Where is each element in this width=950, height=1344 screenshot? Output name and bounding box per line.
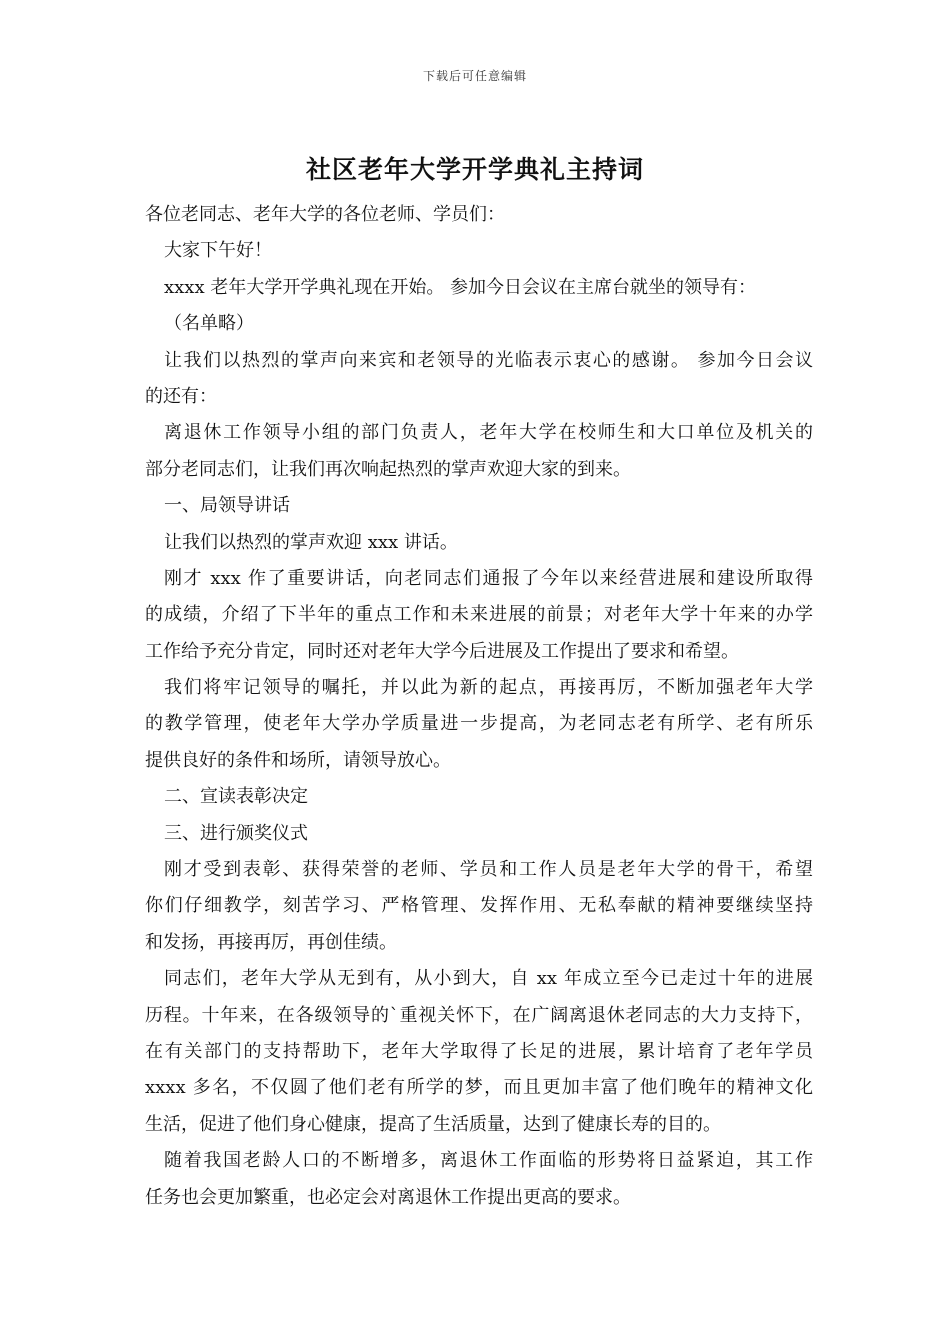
text-line: 任务也会更加繁重，也必定会对离退休工作提出更高的要求。 xyxy=(145,1186,631,1208)
text-line: xxxx 老年大学开学典礼现在开始。 参加今日会议在主席台就坐的领导有： xyxy=(164,276,757,298)
text-line: 离退休工作领导小组的部门负责人，老年大学在校师生和大口单位及机关的 xyxy=(164,422,813,444)
text-line: 让我们以热烈的掌声向来宾和老领导的光临表示衷心的感谢。 参加今日会议 xyxy=(164,349,813,371)
text-line: 三、进行颁奖仪式 xyxy=(164,822,308,844)
text-line: 和发扬，再接再厉，再创佳绩。 xyxy=(145,931,397,953)
text-line: 让我们以热烈的掌声欢迎 xxx 讲话。 xyxy=(164,531,458,553)
text-line: 提供良好的条件和场所，请领导放心。 xyxy=(145,749,451,771)
text-line: 在有关部门的支持帮助下，老年大学取得了长足的进展，累计培育了老年学员 xyxy=(145,1040,813,1062)
text-line: 同志们，老年大学从无到有，从小到大，自 xx 年成立至今已走过十年的进展 xyxy=(164,968,813,990)
text-line: 各位老同志、老年大学的各位老师、学员们： xyxy=(145,204,505,225)
document-body xyxy=(145,197,813,1216)
text-line: 生活，促进了他们身心健康，提高了生活质量，达到了健康长寿的目的。 xyxy=(145,1113,721,1135)
text-line: 的还有： xyxy=(145,385,217,407)
header-note: 下载后可任意编辑 xyxy=(422,69,527,83)
text-line: xxxx 多名，不仅圆了他们老有所学的梦，而且更加丰富了他们晚年的精神文化 xyxy=(145,1077,813,1099)
text-line: 随着我国老龄人口的不断增多，离退休工作面临的形势将日益紧迫，其工作 xyxy=(164,1150,813,1172)
text-line: 刚才 xxx 作了重要讲话，向老同志们通报了今年以来经营进展和建设所取得 xyxy=(164,567,813,589)
text-line: （名单略） xyxy=(164,313,254,335)
text-line: 二、宣读表彰决定 xyxy=(164,786,308,808)
text-line: 历程。十年来，在各级领导的`重视关怀下，在广阔离退休老同志的大力支持下， xyxy=(145,1004,813,1026)
text-line: 工作给予充分肯定，同时还对老年大学今后进展及工作提出了要求和希望。 xyxy=(145,640,739,662)
text-line: 的教学管理，使老年大学办学质量进一步提高，为老同志老有所学、老有所乐 xyxy=(145,713,813,735)
text-line: 部分老同志们，让我们再次响起热烈的掌声欢迎大家的到来。 xyxy=(145,458,631,480)
text-line: 大家下午好！ xyxy=(164,240,272,262)
document-title: 社区老年大学开学典礼主持词 xyxy=(305,155,644,184)
text-line: 一、局领导讲话 xyxy=(164,495,290,517)
text-line: 的成绩，介绍了下半年的重点工作和未来进展的前景；对老年大学十年来的办学 xyxy=(145,604,813,626)
text-line: 我们将牢记领导的嘱托，并以此为新的起点，再接再厉，不断加强老年大学 xyxy=(164,677,813,699)
text-line: 你们仔细教学，刻苦学习、严格管理、发挥作用、无私奉献的精神要继续坚持 xyxy=(145,895,813,917)
text-line: 刚才受到表彰、获得荣誉的老师、学员和工作人员是老年大学的骨干，希望 xyxy=(164,859,813,881)
